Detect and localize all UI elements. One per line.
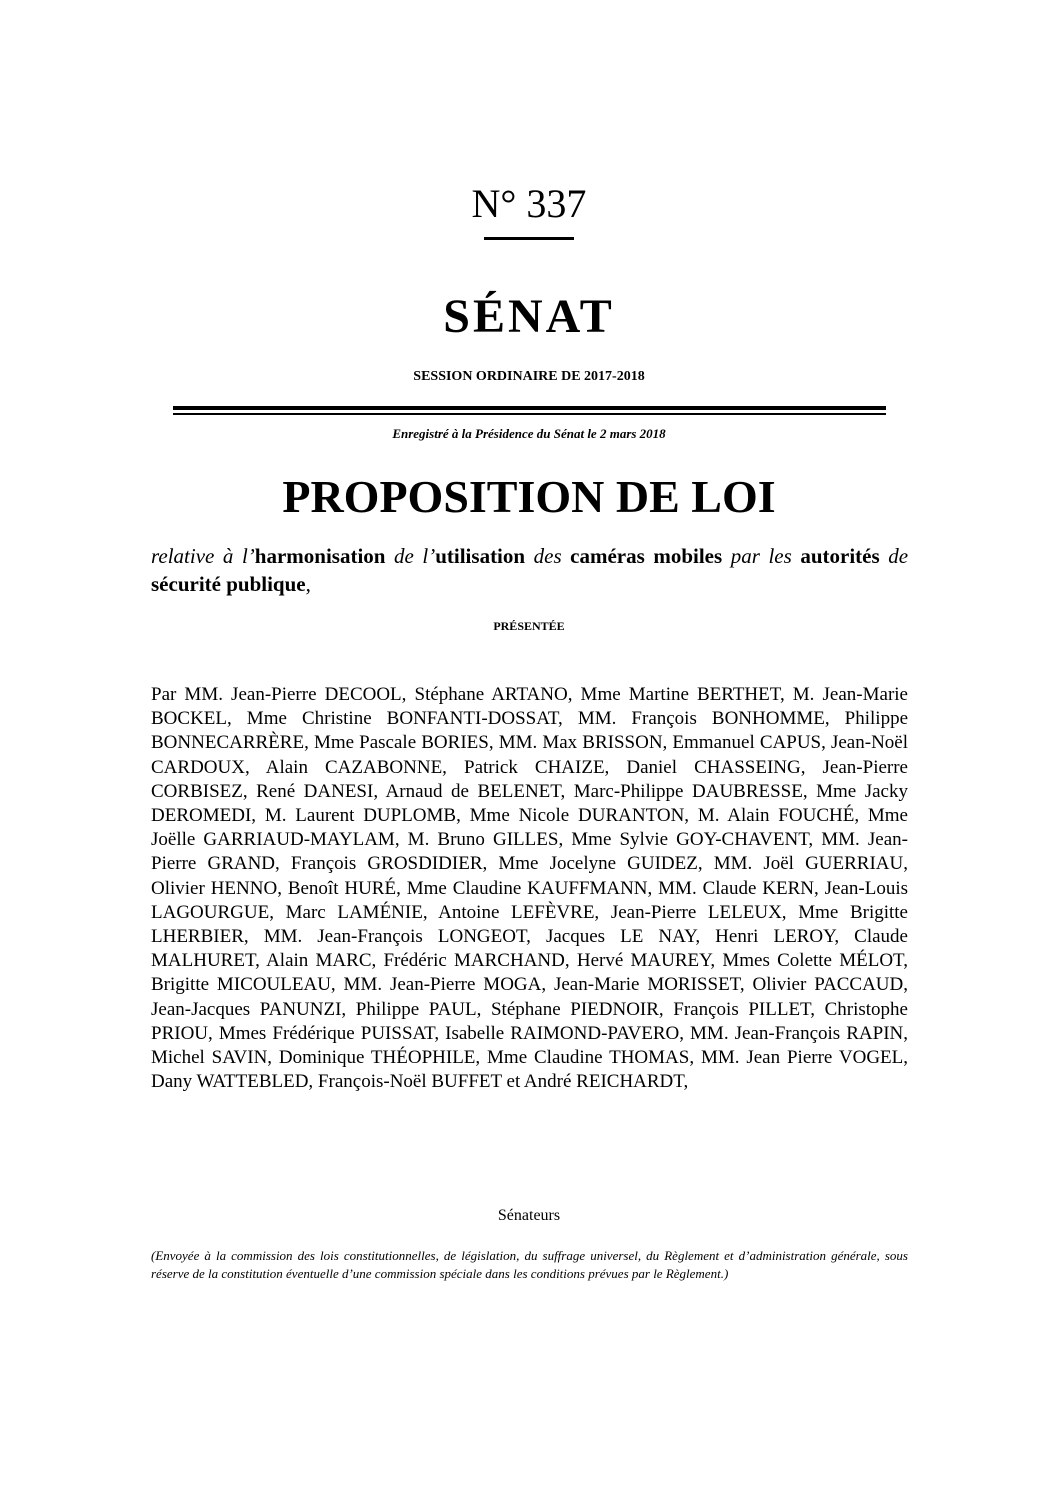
subject-part: caméras mobiles [570,544,723,568]
committee-referral: (Envoyée à la commission des lois constitutionnelles, de législation, du suffrage universel, du Règlement et d’administration générale, sous réserve de la constitution éventuelle d’une commission spéciale dans les conditions prévues par le Règlement.) [151,1248,908,1281]
subject-part: harmonisation [254,544,386,568]
document-type-title: PROPOSITION DE LOI [282,471,776,522]
presented-label: PRÉSENTÉE [493,619,565,633]
subject-part: relative à l’ [151,544,255,568]
subject-part: des [525,544,571,568]
authors-list: Par MM. Jean-Pierre DECOOL, Stéphane ARTANO, Mme Martine BERTHET, M. Jean-Marie BOCKEL, Mme Christine BONFANTI-DOSSAT, MM. François BONHOMME, Philippe BONNECARRÈRE, Mme Pascale BORIES, MM. Max BRISSON, Emmanuel CAPUS, Jean-Noël CARDOUX, Alain CAZABONNE, Patrick CHAIZE, Daniel CHASSEING, Jean-Pierre CORBISEZ, René DANESI, Arnaud de BELENET, Marc-Philippe DAUBRESSE, Mme Jacky DEROMEDI, M. Laurent DUPLOMB, Mme Nicole DURANTON, M. Alain FOUCHÉ, Mme Joëlle GARRIAUD-MAYLAM, M. Bruno GILLES, Mme Sylvie GOY-CHAVENT, MM. Jean-Pierre GRAND, François GROSDIDIER, Mme Jocelyne GUIDEZ, MM. Joël GUERRIAU, Olivier HENNO, Benoît HURÉ, Mme Claudine KAUFFMANN, MM. Claude KERN, Jean-Louis LAGOURGUE, Marc LAMÉNIE, Antoine LEFÈVRE, Jean-Pierre LELEUX, Mme Brigitte LHERBIER, MM. Jean-François LONGEOT, Jacques LE NAY, Henri LEROY, Claude MALHURET, Alain MARC, Frédéric MARCHAND, Hervé MAUREY, Mmes Colette MÉLOT, Brigitte MICOULEAU, MM. Jean-Pierre MOGA, Jean-Marie MORISSET, Olivier PACCAUD, Jean-Jacques PANUNZI, Philippe PAUL, Stéphane PIEDNOIR, François PILLET, Christophe PRIOU, Mmes Frédérique PUISSAT, Isabelle RAIMOND-PAVERO, MM. Jean-François RAPIN, Michel SAVIN, Dominique THÉOPHILE, Mme Claudine THOMAS, MM. Jean Pierre VOGEL, Dany WATTEBLED, François-Noël BUFFET et André REICHARDT, [151,684,908,1093]
chamber-title: SÉNAT [443,290,615,343]
registration-notice: Enregistré à la Présidence du Sénat le 2 mars 2018 [392,426,666,441]
subject-part: sécurité publique [151,572,306,596]
subject-part: par les [722,544,801,568]
subject-part: utilisation [435,544,526,568]
subject-part: , [305,572,311,596]
document-subject [151,542,908,598]
session-line: SESSION ORDINAIRE DE 2017-2018 [413,369,645,384]
signers-label: Sénateurs [497,1207,561,1224]
number-underline [484,237,574,240]
subject-part: de [879,544,909,568]
document-number: N° 337 [471,181,587,226]
subject-part: autorités [800,544,880,568]
header-divider-thin [173,413,886,415]
header-divider-thick [173,406,886,410]
subject-part: de l’ [385,544,436,568]
